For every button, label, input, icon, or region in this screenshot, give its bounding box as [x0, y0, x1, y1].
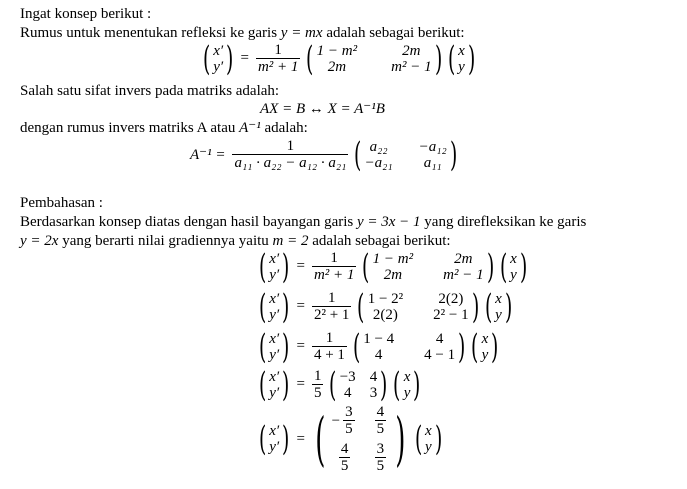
final-cell-11-sign: − — [331, 412, 341, 429]
inverse-lhs: A⁻¹ = — [190, 147, 226, 163]
step-lhs-vector: ( x′ y′ ) — [258, 364, 290, 405]
step-fraction-numerator: 1 — [330, 250, 338, 266]
step-cell-22: 2² − 1 — [433, 306, 469, 323]
solution-line-2-text-b: adalah sebagai berikut: — [308, 233, 451, 249]
solution-step-4 — [256, 364, 424, 405]
step-lhs-y-prime: y′ — [269, 346, 280, 363]
inverse-cell-12: −a₁₂ — [418, 138, 447, 155]
step-xy-vector: ( x y ) — [471, 326, 499, 367]
step-vector-y: y — [495, 306, 502, 323]
final-xy-vector: ( x y ) — [414, 419, 442, 459]
lhs-vector: ( x′ y′ ) — [202, 38, 234, 79]
step-cell-12: 2m — [454, 250, 473, 267]
step-vector-x: x — [481, 330, 489, 347]
reflection-formula — [200, 38, 478, 79]
step-cell-12: 4 — [435, 330, 444, 347]
step-matrix: ( −3 4 4 3 ) — [329, 364, 388, 405]
solution-heading: Pembahasan : — [20, 195, 103, 211]
step-fraction-denominator: 4 + 1 — [313, 347, 345, 363]
step-cell-11: −3 — [339, 368, 356, 385]
step-lhs-x-prime: x′ — [269, 250, 280, 267]
step-fraction-denominator: 2² + 1 — [313, 307, 350, 323]
inverse-fraction — [232, 138, 348, 171]
intro-line-4-text-b: adalah: — [260, 120, 308, 136]
final-lhs-x-prime: x′ — [269, 423, 280, 439]
solution-line-1 — [20, 214, 586, 230]
step-lhs-y-prime: y′ — [269, 306, 280, 323]
solution-line-1-text-b: yang direfleksikan ke garis — [420, 214, 587, 230]
final-cell-21-num: 4 — [340, 441, 349, 457]
step-cell-21: 4 — [374, 346, 383, 363]
step-cell-11: 1 − m² — [372, 250, 414, 267]
step-cell-11: 1 − 2² — [367, 290, 404, 307]
solution-line-2 — [20, 233, 451, 249]
final-cell-12-den: 5 — [376, 421, 385, 437]
lhs-x-prime: x′ — [213, 42, 224, 59]
final-equals-sign: = — [296, 430, 305, 447]
final-cell-11-num: 3 — [345, 404, 353, 420]
step-fraction-numerator: 1 — [325, 330, 334, 346]
step-lhs-vector: ( x′ y′ ) — [258, 286, 290, 327]
reflection-matrix: ( 1 − m² 2m 2m m² − 1 ) — [306, 38, 442, 79]
intro-line-1: Ingat konsep berikut : — [20, 6, 152, 22]
step-vector-y: y — [510, 266, 517, 283]
step-xy-vector: ( x y ) — [484, 286, 513, 327]
step-equals-sign: = — [296, 376, 305, 392]
final-cell-22-num: 3 — [376, 441, 385, 457]
solution-line-2-math-a: y = 2x — [20, 233, 59, 249]
step-cell-21: 2(2) — [372, 306, 398, 323]
fraction-numerator: 1 — [274, 42, 282, 58]
step-vector-y: y — [403, 384, 411, 401]
equals-sign: = — [240, 50, 249, 66]
final-cell-11 — [332, 404, 358, 437]
final-cell-21-den: 5 — [340, 458, 349, 474]
final-cell-22-den: 5 — [376, 458, 385, 474]
final-matrix: ( − $\frac{3}{5}$ $\frac{4}{5}$ $\frac{4}{5}$ $\frac{3}{5}$ ) — [315, 404, 406, 474]
inverse-matrix: ( a₂₂ −a₁₂ −a₂₁ a₁₁ ) — [354, 134, 457, 175]
final-lhs-vector: ( x′ y′ ) — [258, 419, 290, 459]
intro-line-2-text-b: adalah sebagai berikut: — [322, 25, 465, 41]
step-equals-sign: = — [296, 298, 305, 314]
matrix-cell-22: m² − 1 — [391, 58, 432, 75]
final-cell-22 — [372, 441, 390, 474]
vector-x: x — [458, 42, 465, 59]
step-fraction-denominator: 5 — [313, 385, 322, 401]
step-cell-22: 3 — [369, 384, 378, 401]
step-fraction — [312, 368, 324, 401]
intro-line-2-text-a: Rumus untuk menentukan refleksi ke garis — [20, 25, 281, 41]
step-lhs-y-prime: y′ — [269, 266, 280, 283]
intro-line-4-math: A⁻¹ — [239, 120, 261, 136]
step-lhs-vector: ( x′ y′ ) — [258, 326, 290, 367]
step-fraction — [312, 250, 356, 283]
solution-line-2-math-b: m = 2 — [272, 233, 309, 249]
solution-step-1 — [256, 246, 530, 287]
step-vector-x: x — [403, 368, 411, 385]
step-fraction — [312, 290, 351, 323]
intro-line-2 — [20, 25, 465, 41]
inverse-denominator: a₁₁ · a₂₂ − a₁₂ · a₂₁ — [234, 155, 347, 171]
solution-line-2-text-a: yang berarti nilai gradiennya yaitu — [58, 233, 273, 249]
inverse-cell-21: −a₂₁ — [364, 154, 393, 171]
step-fraction-numerator: 1 — [313, 368, 322, 384]
step-cell-12: 2(2) — [438, 290, 464, 307]
inverse-numerator: 1 — [286, 138, 295, 154]
step-equals-sign: = — [296, 258, 305, 274]
intro-line-3: Salah satu sifat invers pada matriks adalah: — [20, 83, 280, 99]
inverse-formula — [190, 134, 460, 175]
step-cell-22: m² − 1 — [443, 266, 484, 283]
final-cell-12-num: 4 — [376, 404, 385, 420]
intro-line-2-math: y = mx — [280, 25, 323, 41]
solution-step-3 — [256, 326, 502, 367]
matrix-cell-11: 1 − m² — [316, 42, 358, 59]
final-cell-11-den: 5 — [345, 421, 353, 437]
step-lhs-vector: ( x′ y′ ) — [258, 246, 290, 287]
step-lhs-y-prime: y′ — [269, 384, 280, 401]
step-matrix: ( 1 − 4 4 4 4 − 1 ) — [352, 326, 466, 367]
step-fraction — [312, 330, 347, 363]
final-cell-21 — [336, 441, 354, 474]
step-matrix: ( 1 − 2² 2(2) 2(2) 2² − 1 ) — [357, 286, 479, 327]
matrix-cell-12: 2m — [402, 42, 421, 59]
step-vector-y: y — [481, 346, 489, 363]
final-vector-y: y — [424, 439, 432, 455]
step-cell-21: 2m — [383, 266, 403, 283]
inverse-relation: AX = B ↔ X = A⁻¹B — [260, 101, 385, 117]
step-lhs-x-prime: x′ — [269, 330, 280, 347]
matrix-cell-21: 2m — [327, 58, 347, 75]
step-matrix: ( 1 − m² 2m 2m m² − 1 ) — [362, 246, 494, 287]
intro-line-4-text-a: dengan rumus invers matriks A atau — [20, 120, 240, 136]
final-lhs-y-prime: y′ — [269, 439, 280, 455]
step-cell-22: 4 − 1 — [424, 346, 456, 363]
step-lhs-x-prime: x′ — [269, 290, 280, 307]
step-vector-x: x — [510, 250, 517, 267]
fraction-denominator: m² + 1 — [257, 59, 299, 75]
lhs-y-prime: y′ — [213, 58, 224, 75]
step-vector-x: x — [495, 290, 502, 307]
solution-line-1-math: y = 3x − 1 — [356, 214, 421, 230]
step-xy-vector: ( x y ) — [499, 246, 528, 287]
final-vector-x: x — [424, 423, 432, 439]
step-cell-11: 1 − 4 — [363, 330, 395, 347]
inverse-cell-22: a₁₁ — [423, 154, 442, 171]
intro-line-4 — [20, 120, 308, 136]
xy-vector: ( x y ) — [447, 38, 476, 79]
step-cell-12: 4 — [369, 368, 378, 385]
vector-y: y — [458, 58, 465, 75]
step-fraction-denominator: m² + 1 — [313, 267, 355, 283]
solution-step-2 — [256, 286, 515, 327]
final-cell-12 — [372, 404, 390, 437]
final-step — [256, 404, 445, 474]
step-fraction-numerator: 1 — [327, 290, 336, 306]
step-cell-21: 4 — [343, 384, 352, 401]
solution-line-1-text-a: Berdasarkan konsep diatas dengan hasil bayangan garis — [20, 214, 357, 230]
inverse-cell-11: a₂₂ — [369, 138, 388, 155]
step-equals-sign: = — [296, 338, 305, 354]
step-lhs-x-prime: x′ — [269, 368, 280, 385]
reflection-fraction — [256, 42, 300, 75]
step-xy-vector: ( x y ) — [393, 364, 421, 405]
